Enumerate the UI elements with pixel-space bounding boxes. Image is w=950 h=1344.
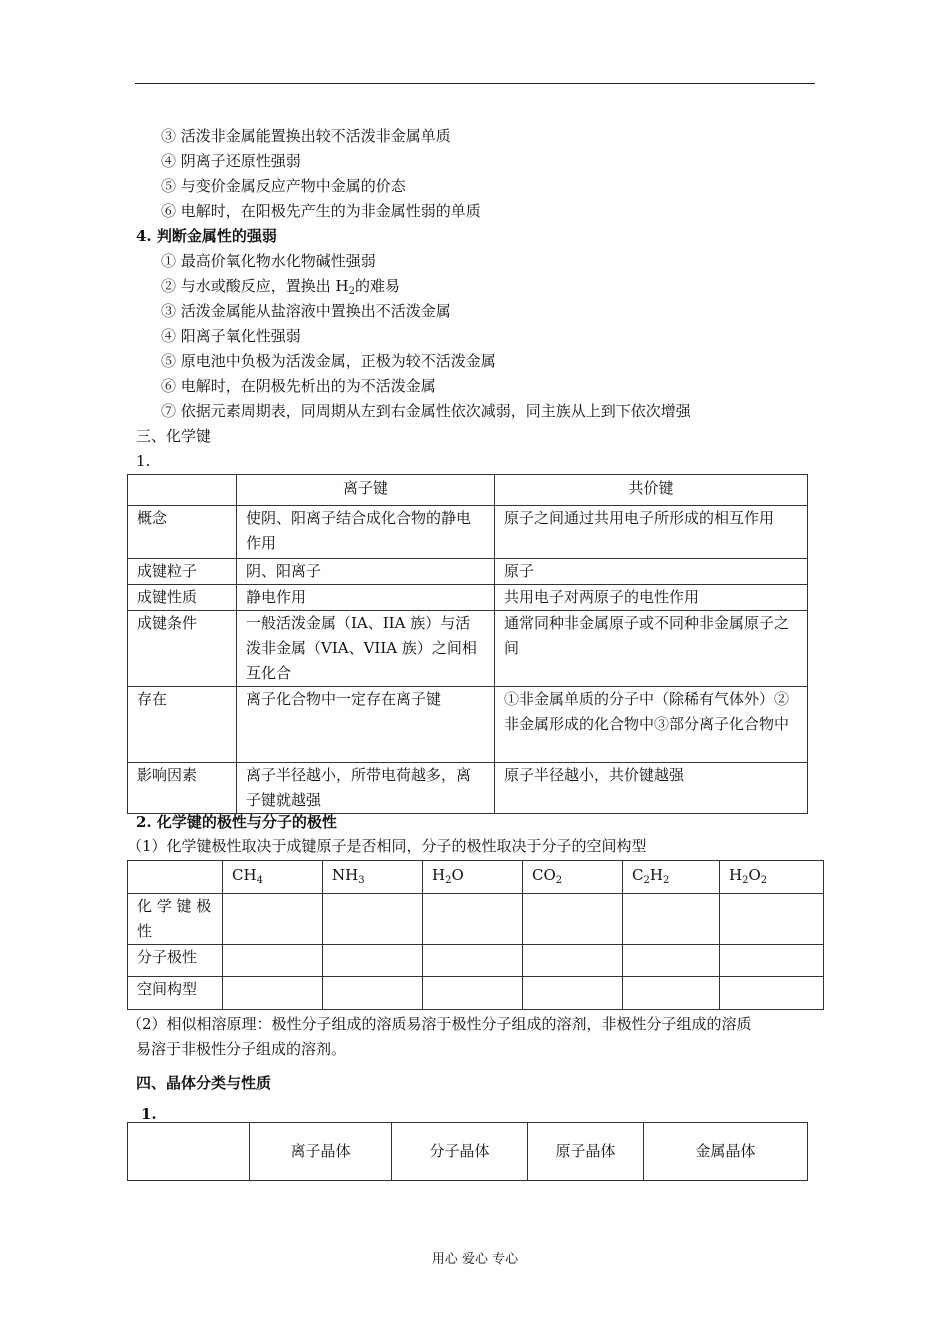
table-cell: 原子之间通过共用电子所形成的相互作用 [495,506,808,559]
table-cell [623,894,720,945]
table-header-cell: 离子键 [237,475,495,506]
table-row [128,763,808,814]
table-cell: 影响因素 [128,763,237,814]
table-cell [223,945,323,977]
table-cell [323,945,423,977]
formula-ch4: $CH_4$ [223,861,323,894]
table-cell: 成键性质 [128,585,237,611]
table-cell: 原子半径越小，共价键越强 [495,763,808,814]
table-cell [720,977,824,1010]
metal-item-5: ⑤ 原电池中负极为活泼金属，正极为较不活泼金属 [161,352,496,370]
table-cell: 存在 [128,687,237,763]
heading-metal-strength: 4. 判断金属性的强弱 [136,227,277,245]
metal-item-6: ⑥ 电解时，在阴极先析出的为不活泼金属 [161,377,436,395]
table-row [128,945,824,977]
table-cell [720,945,824,977]
table-row [128,894,824,945]
formula-h2o: $H_2O$ [423,861,523,894]
metal-item-2: ② 与水或酸反应，置换出 $H_2$的难易 [161,277,401,297]
formula-h2o2: $H_2O_2$ [720,861,824,894]
table-cell: 概念 [128,506,237,559]
nonmetal-item-6: ⑥ 电解时，在阳极先产生的为非金属性弱的单质 [161,202,481,220]
table-cell: 通常同种非金属原子或不同种非金属原子之间 [495,611,808,687]
table-cell [223,977,323,1010]
table-header-cell [128,861,223,894]
table-row [128,585,808,611]
table-cell [423,945,523,977]
table-cell [323,977,423,1010]
table-cell [623,945,720,977]
like-dissolves-like-line-1: （2）相似相溶原理：极性分子组成的溶质易溶于极性分子组成的溶剂，非极性分子组成的溶质 [127,1015,752,1033]
table-cell [523,977,623,1010]
header-rule [135,83,815,84]
table-cell: 原子 [495,559,808,585]
table-cell: 成键粒子 [128,559,237,585]
table-row [128,559,808,585]
table-row [128,977,824,1010]
table-cell [223,894,323,945]
formula-nh3: $NH_3$ [323,861,423,894]
table-cell: 一般活泼金属（IA、IIA 族）与活泼非金属（VIA、VIIA 族）之间相互化合 [237,611,495,687]
table-cell [623,977,720,1010]
row-label: 化 学 键 极 性 [128,894,223,945]
table-row [128,687,808,763]
table-cell: 静电作用 [237,585,495,611]
table-row [128,611,808,687]
page-footer: 用心 爱心 专心 [431,1252,519,1267]
table-header-cell [128,475,237,506]
metal-item-4: ④ 阳离子氧化性强弱 [161,327,301,345]
formula-c2h2: $C_2H_2$ [623,861,720,894]
table-cell [423,894,523,945]
row-label: 分子极性 [128,945,223,977]
crystal-table [127,1122,808,1181]
nonmetal-item-3: ③ 活泼非金属能置换出较不活泼非金属单质 [161,127,451,145]
table-row [128,506,808,559]
row-label: 空间构型 [128,977,223,1010]
table-header-row [128,1123,808,1181]
table-cell: ①非金属单质的分子中（除稀有气体外）②非金属形成的化合物中③部分离子化合物中 [495,687,808,763]
table-header-cell: 共价键 [495,475,808,506]
metal-item-7: ⑦ 依据元素周期表，同周期从左到右金属性依次减弱，同主族从上到下依次增强 [161,402,691,420]
metal-item-3: ③ 活泼金属能从盐溶液中置换出不活泼金属 [161,302,451,320]
formula-co2: $CO_2$ [523,861,623,894]
nonmetal-item-4: ④ 阴离子还原性强弱 [161,152,301,170]
like-dissolves-like-line-2: 易溶于非极性分子组成的溶剂。 [136,1040,347,1058]
table-cell [323,894,423,945]
metal-item-1: ① 最高价氧化物水化物碱性强弱 [161,252,376,270]
table-cell [523,894,623,945]
table-cell: 成键条件 [128,611,237,687]
table-header-row [128,861,824,894]
item-number-1: 1. [136,452,151,470]
table-header-row [128,475,808,506]
nonmetal-item-5: ⑤ 与变价金属反应产物中金属的价态 [161,177,406,195]
table-header-cell: 分子晶体 [392,1123,528,1181]
table-cell [720,894,824,945]
table-cell: 共用电子对两原子的电性作用 [495,585,808,611]
table-cell [523,945,623,977]
table-cell: 使阴、阳离子结合成化合物的静电作用 [237,506,495,559]
table-header-cell: 原子晶体 [528,1123,644,1181]
item-number-1b: 1. [141,1105,157,1123]
table-header-cell: 金属晶体 [644,1123,808,1181]
table-header-cell: 离子晶体 [250,1123,392,1181]
heading-polarity: 2. 化学键的极性与分子的极性 [136,813,337,831]
molecule-polarity-table [127,860,824,1010]
bond-comparison-table [127,474,808,814]
table-cell [423,977,523,1010]
table-cell: 离子半径越小，所带电荷越多，离子键就越强 [237,763,495,814]
polarity-paragraph: （1）化学键极性取决于成键原子是否相同，分子的极性取决于分子的空间构型 [127,837,647,855]
section-crystal-types: 四、晶体分类与性质 [136,1074,272,1092]
table-header-cell [128,1123,250,1181]
section-chemical-bond: 三、化学键 [136,427,212,445]
table-cell: 阴、阳离子 [237,559,495,585]
table-cell: 离子化合物中一定存在离子键 [237,687,495,763]
